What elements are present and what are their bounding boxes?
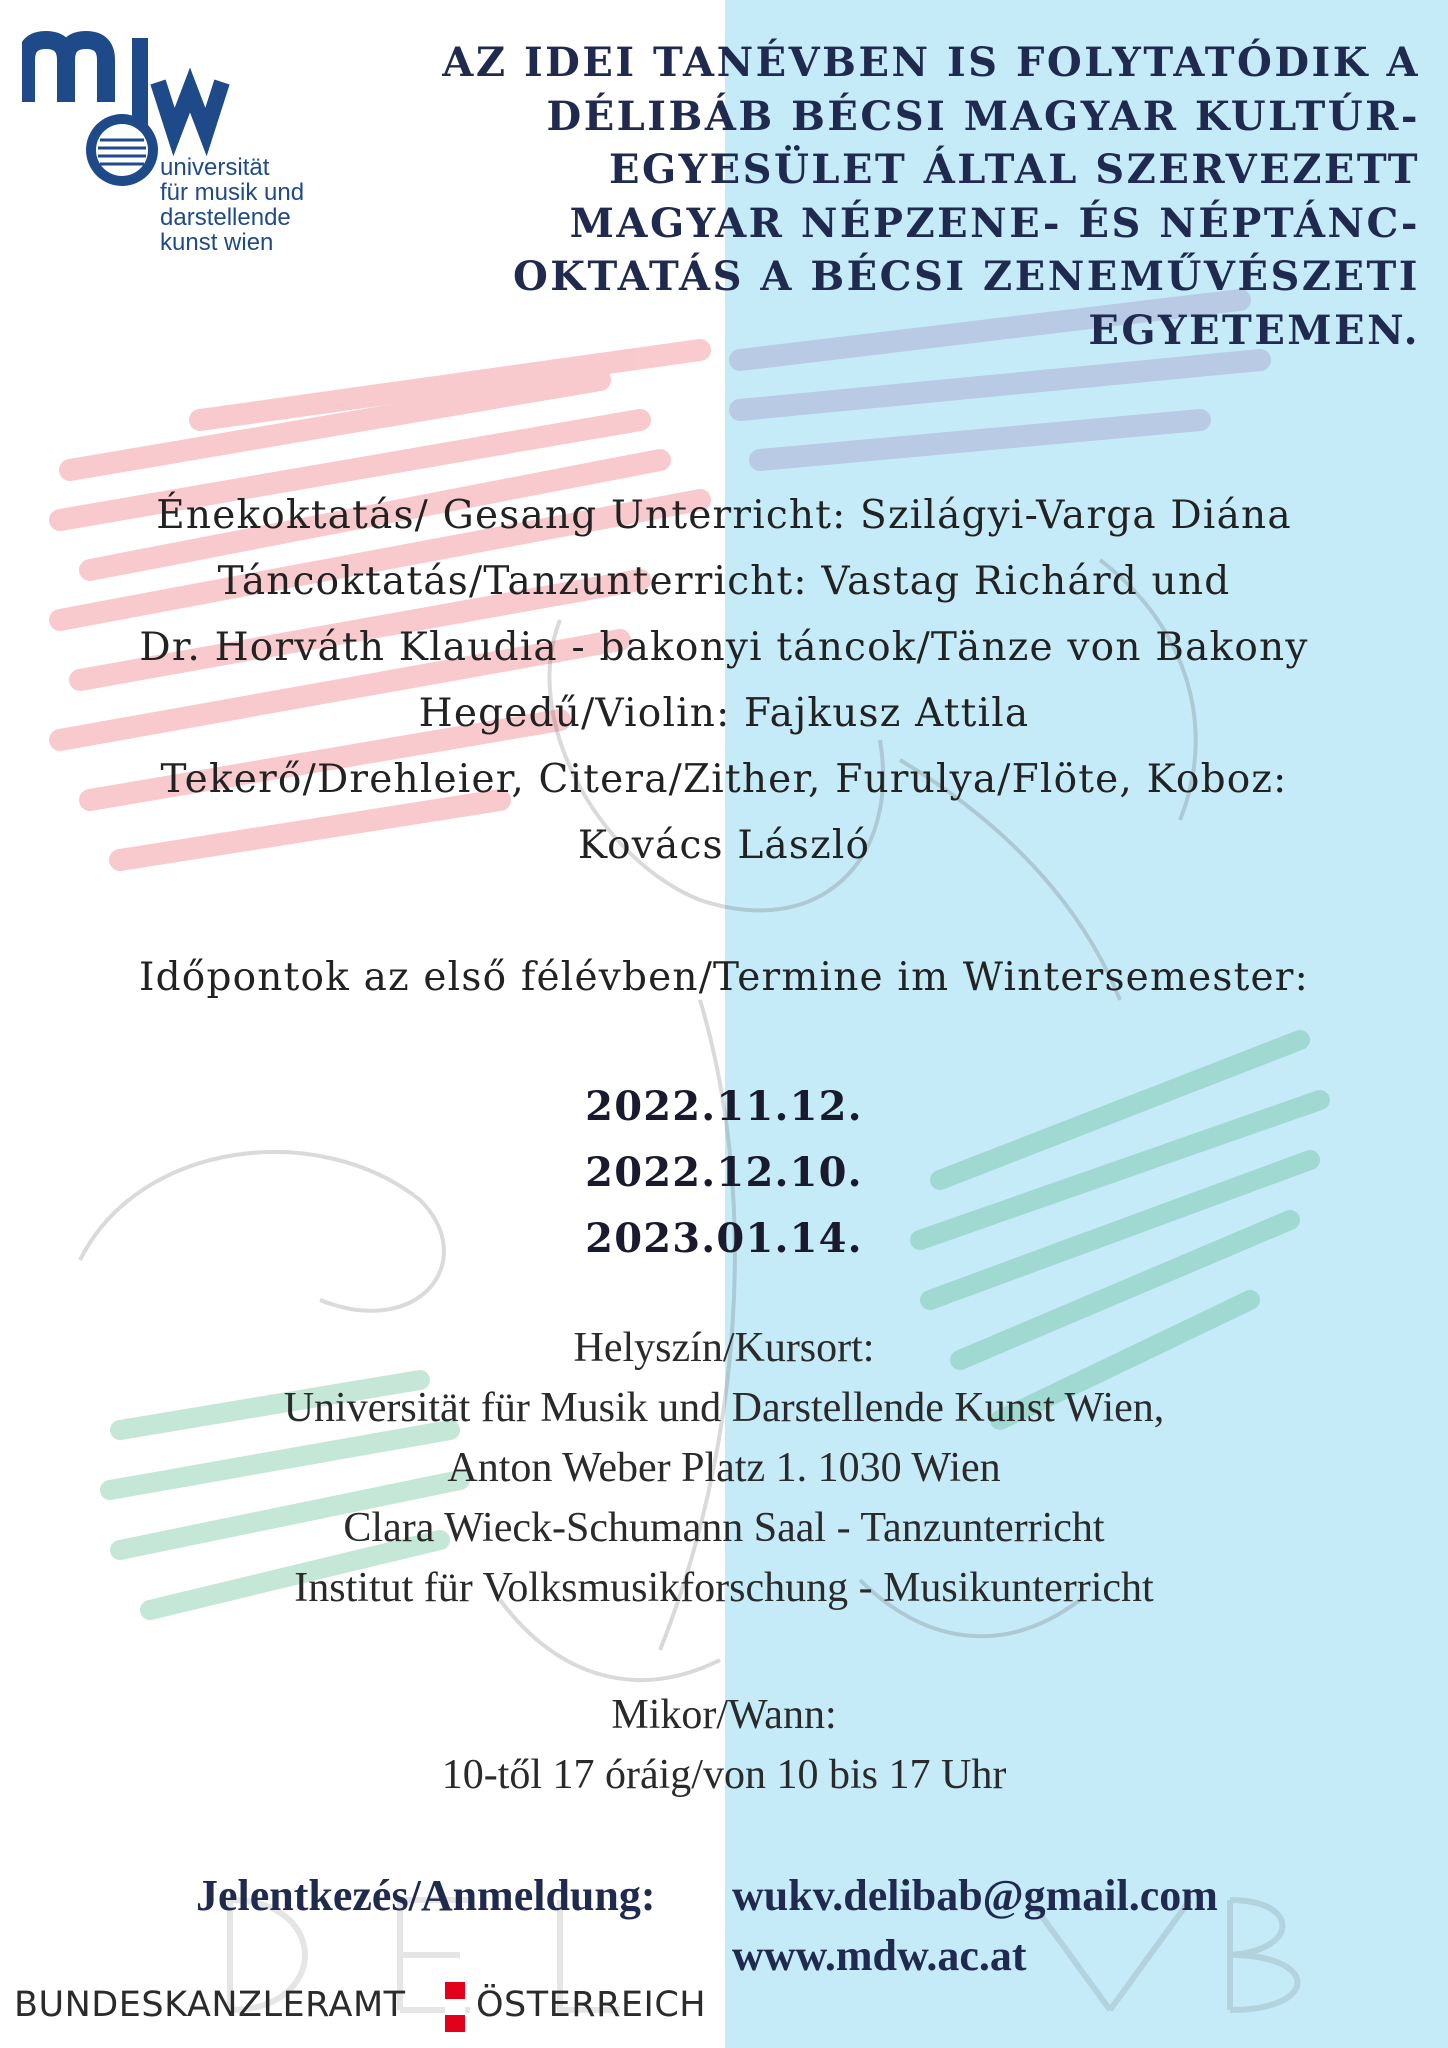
time-line: Mikor/Wann: <box>611 1692 837 1738</box>
austria-flag-icon <box>445 1982 465 2032</box>
staff-line: Énekoktatás/ Gesang Unterricht: Szilágyi-Varga Diána <box>156 493 1292 538</box>
time <box>0 1685 1448 1805</box>
location-line: Clara Wieck-Schumann Saal - Tanzunterricht <box>343 1505 1105 1551</box>
logo-line: für musik und <box>160 179 305 206</box>
staff-line: Dr. Horváth Klaudia - bakonyi táncok/Tänze von Bakony <box>139 625 1309 670</box>
staff-line: Hegedű/Violin: Fajkusz Attila <box>418 691 1030 736</box>
staff-line: Kovács László <box>577 823 871 868</box>
headline-line: EGYESÜLET ÁLTAL SZERVEZETT <box>608 146 1420 193</box>
staff-list <box>0 483 1448 879</box>
registration-email-link[interactable]: wukv.delibab@gmail.com <box>732 1871 1218 1920</box>
logo-line: kunst wien <box>160 229 274 256</box>
logo-line: universität <box>160 154 270 181</box>
staff-line: Táncoktatás/Tanzunterricht: Vastag Richárd und <box>217 559 1231 604</box>
dates-title: Időpontok az első félévben/Termine im Wintersemester: <box>139 955 1309 1000</box>
location-line: Universität für Musik und Darstellende Kunst Wien, <box>283 1385 1165 1431</box>
mdw-logo <box>22 30 362 270</box>
time-line: 10-től 17 óráig/von 10 bis 17 Uhr <box>441 1752 1007 1798</box>
footer-left-text: BUNDESKANZLERAMT <box>14 1985 406 2025</box>
website-link[interactable]: www.mdw.ac.at <box>732 1931 1027 1980</box>
logo-line: darstellende <box>160 204 291 231</box>
location-line: Institut für Volksmusikforschung - Musikunterricht <box>294 1565 1154 1611</box>
headline-line: EGYETEMEN. <box>1088 306 1420 354</box>
date-item: 2022.11.12. <box>585 1083 863 1130</box>
headline-line: AZ IDEI TANÉVBEN IS FOLYTATÓDIK A <box>442 39 1420 86</box>
location-line: Anton Weber Platz 1. 1030 Wien <box>447 1445 1001 1491</box>
location <box>0 1318 1448 1618</box>
date-item: 2022.12.10. <box>585 1149 863 1196</box>
date-item: 2023.01.14. <box>585 1215 863 1262</box>
headline <box>400 36 1420 357</box>
headline-line: MAGYAR NÉPZENE- ÉS NÉPTÁNC- <box>569 199 1420 247</box>
date-list <box>0 1074 1448 1272</box>
headline-line: OKTATÁS A BÉCSI ZENEMŰVÉSZETI <box>512 253 1420 300</box>
location-line: Helyszín/Kursort: <box>573 1325 875 1371</box>
staff-line: Tekerő/Drehleier, Citera/Zither, Furulya/Flöte, Koboz: <box>160 757 1288 802</box>
footer-right-text: ÖSTERREICH <box>476 1985 707 2025</box>
registration-label: Jelentkezés/Anmeldung: <box>196 1871 656 1920</box>
headline-line: DÉLIBÁB BÉCSI MAGYAR KULTÚR- <box>546 92 1420 140</box>
bundeskanzleramt-logo <box>14 1980 734 2030</box>
mdw-logo-text <box>160 155 304 255</box>
